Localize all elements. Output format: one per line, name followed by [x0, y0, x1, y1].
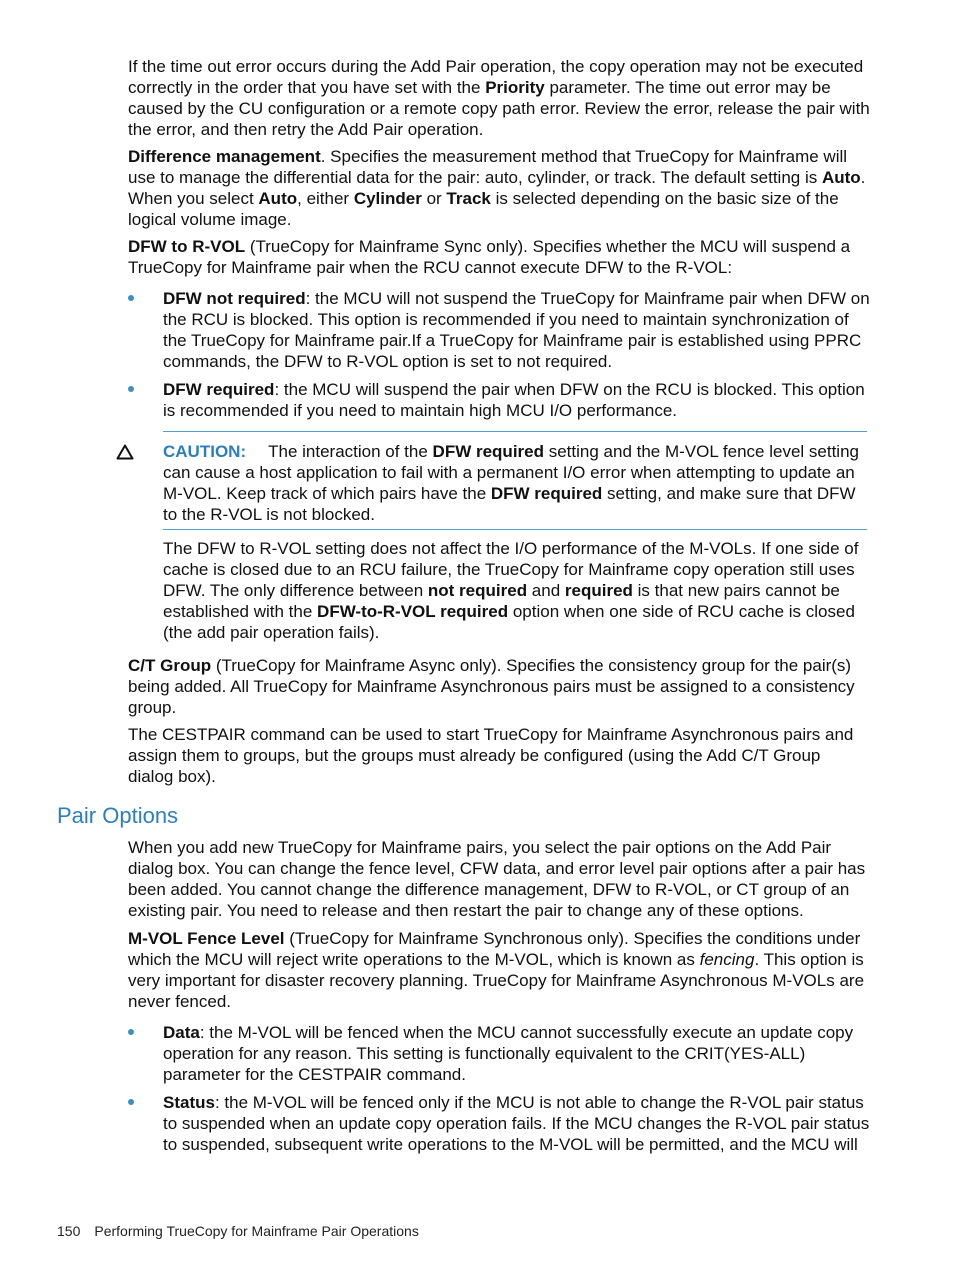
text: setting and the M-VOL fence level setting can cause a host application to fail with a permanent I/O error when attempting to update an M-VOL. Keep track of which pairs have the: [163, 442, 859, 503]
dfw-note-paragraph: [163, 538, 869, 643]
bold-term: Cylinder: [353, 189, 422, 208]
caution-note: [163, 441, 869, 525]
footer-title: Performing TrueCopy for Mainframe Pair Operations: [94, 1223, 419, 1239]
caution-top-rule: [163, 431, 867, 432]
bold-term: Priority: [485, 78, 545, 97]
bold-term: Auto: [821, 168, 861, 187]
dfw-bullet-list: [128, 288, 870, 421]
bold-term: Auto: [258, 189, 298, 208]
list-item: [128, 1092, 870, 1155]
bold-term: DFW-to-R-VOL required: [317, 602, 509, 621]
ct-group-paragraph: [128, 655, 870, 718]
text: : the MCU will not suspend the TrueCopy for Mainframe pair when DFW on the RCU is blocked. This option is recommended if you need to maintain synchronization of the TrueCopy for Mainframe pair.If a TrueCopy for Mainframe pair is established using PPRC commands, the DFW to R-VOL option is set to not required.: [163, 289, 870, 371]
text: The interaction of the: [268, 442, 433, 461]
pair-options-paragraph: When you add new TrueCopy for Mainframe pairs, you select the pair options on the Add Pair dialog box. You can change the fence level, CFW data, and error level pair options after a pair has been added. You cannot change the difference management, DFW to R-VOL, or CT group of an existing pair. You need to release and then restart the pair to change any of these options.: [128, 838, 866, 920]
bullet-icon: [128, 1099, 134, 1105]
text: If the time out error occurs during the Add Pair operation, the copy operation may not be executed correctly in the order that you have set with the: [128, 57, 864, 97]
text: : the MCU will suspend the pair when DFW on the RCU is blocked. This option is recommended if you need to maintain high MCU I/O performance.: [163, 380, 865, 420]
bold-term: DFW to R-VOL: [128, 237, 246, 256]
bold-term: DFW required: [432, 442, 544, 461]
dfw-paragraph: [128, 236, 870, 278]
section-heading: Pair Options: [57, 803, 179, 828]
fence-bullet-list: [128, 1022, 870, 1155]
text: The DFW to R-VOL setting does not affect the I/O performance of the M-VOLs. If one side of cache is closed due to an RCU failure, the TrueCopy for Mainframe copy operation still uses DFW. The only difference between: [163, 539, 859, 600]
text: (TrueCopy for Mainframe Synchronous only). Specifies the conditions under which the MCU will reject write operations to the M-VOL, which is known as: [128, 929, 861, 969]
bold-term: Track: [446, 189, 491, 208]
text: or: [421, 189, 447, 208]
bold-term: DFW required: [163, 380, 275, 399]
caution-bottom-rule: [163, 529, 867, 530]
list-item: [128, 379, 870, 421]
bullet-icon: [128, 295, 134, 301]
text: (TrueCopy for Mainframe Async only). Specifies the consistency group for the pair(s) being added. All TrueCopy for Mainframe Asynchronous pairs must be assigned to a consistency group.: [128, 656, 855, 717]
fence-level-paragraph: [128, 928, 870, 1012]
bold-term: not required: [427, 581, 528, 600]
bold-term: Data: [163, 1023, 200, 1042]
warning-triangle-icon: [116, 444, 134, 460]
bold-term: required: [564, 581, 633, 600]
bold-term: C/T Group: [128, 656, 212, 675]
list-item: [128, 1022, 870, 1085]
text: , either: [297, 189, 354, 208]
italic-term: fencing: [699, 950, 755, 969]
bold-term: DFW not required: [163, 289, 306, 308]
text: is that new pairs cannot be established with the: [163, 581, 840, 621]
text: : the M-VOL will be fenced only if the MCU is not able to change the R-VOL pair status to suspended when an update copy operation fails. If the MCU changes the R-VOL pair status to suspended, subsequent write operations to the M-VOL will be permitted, and the MCU will: [163, 1093, 870, 1154]
text: . When you select: [128, 168, 866, 208]
page-footer: [57, 1222, 419, 1240]
bullet-icon: [128, 1029, 134, 1035]
text: : the M-VOL will be fenced when the MCU cannot successfully execute an update copy operation for any reason. This setting is functionally equivalent to the CRIT(YES-ALL) parameter for the CESTPAIR command.: [163, 1023, 854, 1084]
bold-term: M-VOL Fence Level: [128, 929, 285, 948]
bold-term: Status: [163, 1093, 215, 1112]
text: setting, and make sure that DFW to the R-VOL is not blocked.: [163, 484, 856, 524]
caution-label: CAUTION:: [163, 442, 247, 461]
bold-term: Difference management: [128, 147, 321, 166]
text: is selected depending on the basic size of the logical volume image.: [128, 189, 839, 229]
text: option when one side of RCU cache is closed (the add pair operation fails).: [163, 602, 855, 642]
bold-term: DFW required: [490, 484, 603, 503]
bullet-icon: [128, 386, 134, 392]
text: (TrueCopy for Mainframe Sync only). Specifies whether the MCU will suspend a TrueCopy for Mainframe pair when the RCU cannot execute DFW to the R-VOL:: [128, 237, 851, 277]
text: parameter. The time out error may be caused by the CU configuration or a remote copy path error. Review the error, release the pair with the error, and then retry the Add Pair operation.: [128, 78, 870, 139]
text: and: [527, 581, 565, 600]
text: . This option is very important for disaster recovery planning. TrueCopy for Mainframe Asynchronous M-VOLs are never fenced.: [128, 950, 865, 1011]
page-number: 150: [57, 1223, 81, 1239]
cestpair-paragraph: The CESTPAIR command can be used to start TrueCopy for Mainframe Asynchronous pairs and assign them to groups, but the groups must already be configured (using the Add C/T Group dialog box).: [128, 725, 854, 786]
timeout-paragraph: [128, 56, 870, 140]
text: . Specifies the measurement method that TrueCopy for Mainframe will use to manage the differential data for the pair: auto, cylinder, or track. The default setting is: [128, 147, 848, 187]
list-item: [128, 288, 870, 372]
difference-management-paragraph: [128, 146, 870, 230]
